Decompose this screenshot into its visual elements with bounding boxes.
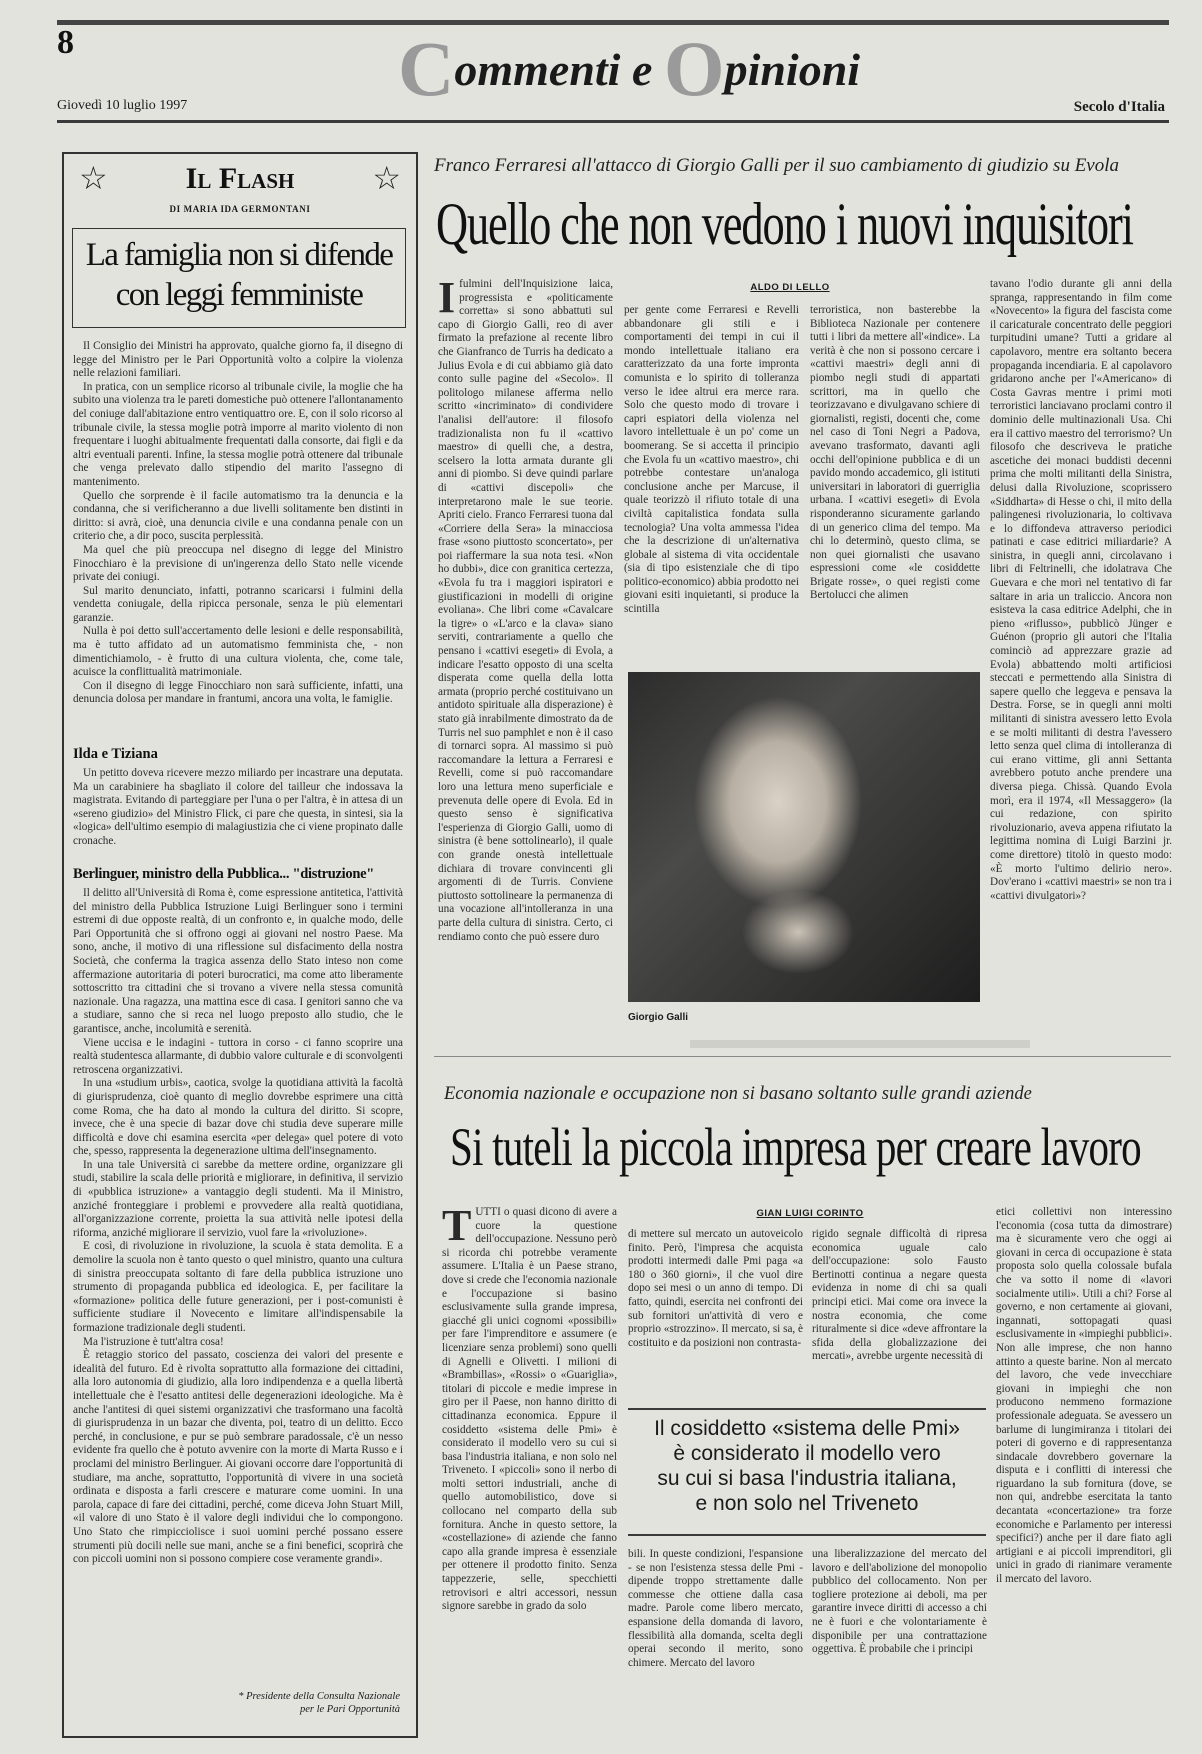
flash-title: Il Flash [185, 162, 295, 195]
flash-headline-box [72, 228, 406, 328]
article1-text: terroristica, non basterebbe la Biblioteca Nazionale per contenere tutti i libri da mettere all'«indice». La verità è che non si possono cercare i «cattivi maestri» degli anni di piombo negli studi di appartati scrittori, ma in quello che teorizzavano e divulgavano schiere di giornalisti, registi, docenti che, come nel caso di Toni Negri a Padova, avevano trasformato, davanti agli occhi dell'opinione pubblica e di un pavido mondo accademico, gli istituti universitari in laboratori di guerriglia urbana. I «cattivi esegeti» di Evola risponderanno sicuramente garlando di un generico clima del tempo. Ma chi lo determinò, questo clima, se non quei giornalisti che usavano espressioni come «le cosiddette Brigate rosse», o quei registi come Bertolucci che alimen [810, 304, 980, 602]
flash-author: DI MARIA IDA GERMONTANI [169, 204, 311, 214]
article1-text: per gente come Ferraresi e Revelli abbandonare gli stili e i comportamenti dei tempi in cui il mondo intellettuale italiano era caratterizzato da una forte impronta comunista e lo spirito di tolleranza verso le idee altrui era merce rara. Solo che questo modo di trovare i capri espiatori della violenza nel lavoro intellettuale è un po' come un boomerang. Se si accetta il principio che Evola fu un «cattivo maestro», chi potrebbe contestare un'analoga conclusione anche per Marcuse, il quale teorizzò il rifiuto totale di una civiltà capitalistica fondata sulla tecnologia? Una volta ammessa l'idea che la descrizione di un'alternativa globale al sistema di vita occidentale (sia di tipo esistenziale che di tipo politico-economico) abbia prodotto nei giovani esiti inquietanti, si produce la scintilla [624, 304, 799, 616]
pullquote-bottom-rule [628, 1534, 986, 1536]
flash-paragraph: Ma l'istruzione è tutt'altra cosa! [83, 1335, 224, 1348]
flash-paragraph: Viene uccisa e le indagini - tuttora in corso - ci fanno scoprire una realtà studentesca allarmante, di dubbio valore culturale e di sconvolgenti retroscena organizzativi. [73, 1036, 403, 1076]
article1-text: tavano l'odio durante gli anni della spranga, rappresentando in film come «Novecento» la figura del fascista come il caricaturale concentrato delle peggiori turpitudini umane? Tutti a gridare al capolavoro, mentre era soltanto becera propaganda incendiaria. E al capolavoro gridarono anche per l'«Americano» di Costa Gavras mentre i primi moti terroristici lanciavano proclami contro il dominio delle multinazionali Usa. Chi era il cattivo maestro del terrorismo? Un filosofo che descriveva le pratiche ascetiche dei monaci buddisti decenni prima che molti militanti della Sinistra, delusi dalla Rivoluzione, scoprissero «Siddharta» di Hesse o chi, il mito della palingenesi rivoluzionaria, lo coltivava e lo diffondeva attraverso periodici patinati e case editrici miliardarie? A sinistra, in quegli anni, circolavano i libri di Feltrinelli, che idolatrava Che Guevara e che morì nel tentativo di far saltare in aria un traliccio. Ancora non esisteva la casa editrice Adelphi, che in pieno «riflusso», pubblicò Jünger e Guénon (proprio gli autori che l'Italia cominciò ad apprezzare grazie ad Evola) abbattendo molti artificiosi steccati e permettendo alla Sinistra di sapere quello che leggeva e pensava la Destra. Forse, se in quegli anni molti militanti di sinistra avessero letto Evola e se molti militanti di destra l'avessero letto senza quel clima di intolleranza di cui erano vittime, gli anni Settanta avrebbero potuto anche prendere una diversa piega. Chissà. Quando Evola morì, era il 1974, «Il Messaggero» (la cui redazione, con spirito rivoluzionario, aveva appena rifiutato la legittima nomina di Luigi Barzini jr. come direttore) titolò in questo modo: «È morto l'ultimo delirio nero». Dov'erano i «cattivi maestri» se non tra i «cattivi divulgatori»? [990, 278, 1172, 902]
page-number: 8 [57, 24, 74, 61]
flash-paragraph: Nulla è poi detto sull'accertamento delle lesioni e delle responsabilità, ma è tutto affidato ad un automatismo femminista che, - non dimentichiamolo, - è frutto di una cultura violenta, che, come tale, acuisce la conflittualità matrimoniale. [73, 625, 403, 679]
flash-title-bar [75, 160, 405, 196]
article2-col4 [996, 1206, 1172, 1736]
article1-headline: Quello che non vedono i nuovi inquisitori [436, 191, 1133, 257]
divider [434, 1056, 1171, 1057]
article2-text: una liberalizzazione del mercato del lavoro e dell'abolizione del monopolio pubblico del collocamento. Non per togliere protezione ai deboli, ma per garantire invece diritti di accesso a chi ne è fuori e che volontariamente è disponibile per una contrattazione oggettiva. È probabile che i principi [812, 1548, 987, 1656]
flash-sub2 [73, 858, 403, 1667]
article2-col3b [812, 1548, 987, 1736]
article2-dropcap: T [442, 1206, 472, 1250]
article2-col2b [628, 1548, 803, 1736]
article1-col4 [990, 278, 1172, 1018]
giorgio-galli-photo [628, 672, 980, 1002]
article1-byline: ALDO DI LELLO [750, 282, 830, 293]
pullquote-line: Il cosiddetto «sistema delle Pmi» [654, 1417, 960, 1440]
article1-col2 [624, 304, 799, 656]
flash-paragraph: In una «studium urbis», caotica, svolge la quotidiana attività la facoltà di giurisprudenza, cioè quanto di meglio dovrebbe esprimere una città come Roma, che ha dato al mondo la cultura del diritto. Si scopre, invece, che è una specie di bazar dove chi studia deve superare mille difficoltà e dove chi esamina esercita «per delega» quel potere di voto che, spesso, rappresenta la degenerazione ultima dell'insegnamento. [73, 1077, 403, 1158]
flash-paragraph: Un petitto doveva ricevere mezzo miliardo per incastrare una deputata. Ma un carabiniere ha sbagliato il colore del tailleur che indossava la magistrata. Evitando di parteggiare per l'una o per l'altra, è in attesa di un «sereno giudizio» del Ministro Flick, ci pare che questa, in sintesi, sia la «logica» dell'ultimo esempio di malagiustizia che ci viene propinato dalle cronache. [73, 767, 403, 847]
flash-footnote [180, 1690, 400, 1716]
flash-paragraph: Ma quel che più preoccupa nel disegno di legge del Ministro Finocchiaro è la previsione di un'ingerenza dello Stato nelle vicende private dei coniugi. [73, 543, 403, 584]
article1-kicker: Franco Ferraresi all'attacco di Giorgio Galli per il suo cambiamento di giudizio su Evola [434, 155, 1120, 176]
pullquote-line: e non solo nel Triveneto [695, 1492, 919, 1515]
article2-pullquote [628, 1416, 986, 1516]
footnote-line: per le Pari Opportunità [299, 1704, 400, 1715]
section-title-initial-c: C [398, 25, 455, 112]
flash-subheading: Ilda e Tiziana [73, 746, 158, 762]
flash-sub1 [73, 738, 403, 863]
article2-text: UTTI o quasi dicono di avere a cuore la questione dell'occupazione. Nessuno però si ricorda chi potrebbe veramente assumere. L'Italia è un Paese strano, dove si crede che l'economia nazionale e l'occupazione si basino esclusivamente sulla grande impresa, giacché gli unici cognomi «possibili» per fare l'imprenditore e assumere (e licenziare senza problemi) sono quelli di Agnelli e Olivetti. I milioni di «Brambillas», «Rossi» o «Guariglia», titolari di piccole e medie imprese in giro per il Paese, non hanno diritto di cittadinanza economica. Eppure il cosiddetto «sistema delle Pmi» è considerato il modello vero su cui si basa l'industria italiana, e non solo nel Triveneto. I «piccoli» sono il nerbo di molti settori industriali, anche di quello automobilistico, dove si collocano nel comparto della sub fornitura. Anche in questo settore, la «costellazione» di aziende che fanno capo alla grande impresa è essenziale per ottenere il prodotto finito. Senza tappezzerie, selle, specchietti retrovisori e altri accessori, nessun signore sarebbe in grado da solo [442, 1206, 617, 1613]
star-icon: ☆ [79, 160, 108, 196]
article1-headline-box [436, 188, 1171, 264]
issue-date: Giovedì 10 luglio 1997 [57, 98, 188, 113]
article1-dropcap: I [438, 278, 456, 322]
section-title-initial-o: O [663, 25, 725, 112]
flash-paragraph: Con il disegno di legge Finocchiaro non sarà sufficiente, infatti, una denuncia dolosa per mandare in frantumi, ancora una volta, le famiglie. [73, 679, 403, 706]
flash-paragraph: In una tale Università ci sarebbe da mettere ordine, organizzare gli studi, stabilire la scala delle priorità e migliorare, in definitiva, il servizio di «pubblica istruzione» a vantaggio degli studenti. Ma il Ministro, anziché fronteggiare i problemi e provvedere alla realtà quotidiana, all'organizzazione corrente, proietta la sua attività nelle ipotesi della riforma, anziché migliorare il servizio, vuol fare la «rivoluzione». [73, 1158, 403, 1239]
flash-paragraph: Quello che sorprende è il facile automatismo tra la denuncia e la condanna, che si verificheranno a due livelli solitamente ben distinti in diritto: si avrà, cioè, una denuncia civile e una condanna penale con un criterio che, a dir poco, suscita perplessità. [73, 489, 403, 543]
section-title-word2: pinioni [724, 44, 861, 95]
flash-intro-text [73, 340, 403, 720]
photo-caption: Giorgio Galli [628, 1012, 689, 1023]
article2-headline: Si tuteli la piccola impresa per creare lavoro [450, 1117, 1141, 1177]
pullquote-line: è considerato il modello vero [673, 1442, 941, 1465]
flash-paragraph: Il Consiglio dei Ministri ha approvato, qualche giorno fa, il disegno di legge del Ministro per le Pari Opportunità volto a colpire la violenza nelle relazioni familiari. [73, 340, 403, 380]
article2-text: bili. In queste condizioni, l'espansione - se non l'esistenza stessa delle Pmi - dipende troppo strettamente dalle commesse che ottiene dalla casa madre. Parole come libero mercato, espansione della domanda di lavoro, flessibilità alla domanda, scelta degli operai secondo il merito, sono chimere. Mercato del lavoro [628, 1548, 803, 1669]
article2-text: rigido segnale difficoltà di ripresa economica uguale calo dell'occupazione: solo Fausto Bertinotti continua a negare questa evidenza in nome di chi sa quali principi etici. Mai come ora invece la nostra economia, che come rituralmente si dice «deve affrontare la sfida della globalizzazione dei mercati», avrebbe urgente necessità di [812, 1228, 987, 1363]
flash-paragraph: Sul marito denunciato, infatti, potranno scaricarsi i fulmini della vendetta coniugale, della ripicca personale, senza le più elementari garanzie. [73, 584, 403, 624]
masthead: Secolo d'Italia [1073, 99, 1165, 115]
star-icon: ☆ [372, 160, 401, 196]
section-title [398, 24, 861, 112]
article2-byline: GIAN LUIGI CORINTO [756, 1208, 864, 1219]
article2-col2 [628, 1228, 803, 1388]
article1-col1 [438, 278, 613, 1108]
flash-paragraph: In pratica, con un semplice ricorso al tribunale civile, la moglie che ha subito una violenza tra le pareti domestiche può ottenere l'allontanamento del coniuge dall'abitazione entro ventiquattro ore. E, con il solo ricorso al tribunale civile, la stessa moglie potrà imporre al marito violento di non frequentare i luoghi abitualmente frequentati dalla consorte, dai figli e da altri eventuali parenti. Infine, la stessa moglie potrà ottenere dal tribunale che venga prelevato dallo stipendio del marito l'assegno di mantenimento. [73, 380, 403, 488]
article2-col3 [812, 1228, 987, 1388]
article1-text: fulmini dell'Inquisizione laica, progressista e «politicamente corretta» si sono abbattuti sul capo di Giorgio Galli, reo di aver firmato la prefazione al recente libro che Gianfranco de Turris ha dedicato a Julius Evola e di cui abbiamo già dato conto sulle pagine del «Secolo». Il politologo milanese afferma nello scritto «incriminato» di condividere l'analisi dell'autore: il filosofo tradizionalista non fu il «cattivo maestro» di quelli che, a destra, scelsero la lotta armata durante gli anni di piombo. Si deve quindi parlare di «cattivi discepoli» che interpretarono male le sue teorie. Apriti cielo. Franco Ferraresi tuona dal «Corriere della Sera» la minacciosa frase «sono piuttosto sconcertato», per poi riaffermare la sua nota tesi. «Non ho dubbi», dice con granitica certezza, «Evola fu tra i maggiori ispiratori e giustificazioni in modelli di origine evoliana». Che libri come «Cavalcare la tigre» o «L'arco e la clava» siano serviti, contrariamente a quello che pensano i «cattivi esegeti» di Evola, a indicare l'esatto opposto di una scelta disperata come quella della lotta armata (proprio perché costituivano un antidoto spirituale alla disperazione) è stato già inrabilmente dimostrato da de Turris nel suo pamphlet e non è il caso di tornarci sopra. Al massimo si può raccomandare la lettura a Ferraresi e Revelli, come si può raccomandare loro una lettura meno superficiale e prevenuta delle opere di Evola. Ed in questo senso è significativa l'esperienza di Giorgio Galli, uomo di sinistra (è bene sottolinearlo), il quale con grande onestà intellettuale dichiara di trovare convincenti gli argomenti di de Turris. Conviene piuttosto sottolineare la permanenza di una vocazione all'intolleranza in una parte della cultura di sinistra. Certo, ci rendiamo conto che può essere duro [438, 278, 613, 943]
flash-subheading: Berlinguer, ministro della Pubblica... "distruzione" [73, 866, 374, 882]
flash-sub2-text [73, 887, 403, 1667]
flash-paragraph: Il delitto all'Università di Roma è, come espressione antitetica, l'attività del ministro della Pubblica Istruzione Luigi Berlinguer sono i termini estremi di due opposte realtà, di un confronto e, in qualche modo, delle Pari Opportunità che si offrono oggi ai giovani nel nostro Paese. Ma sono, anche, il motivo di una riflessione sul disfacimento della nostra Società, che conferma la tragica assenza dello Stato inteso non come affermazione autoritaria di poteri burocratici, ma come atto liberamente sottoscritto tra cittadini che si trovano a vivere nella stessa comunità nazionale. Una ragazza, una mattina esce di casa. I genitori sanno che va a studiare, sanno che si reca nel luogo preposto allo studio, che le garantisce, anche, incolumità e serenità. [73, 887, 403, 1035]
divider [690, 1040, 1030, 1048]
flash-sub1-text [73, 767, 403, 863]
flash-headline: La famiglia non si difende con leggi femministe [85, 237, 393, 313]
article2-col1 [442, 1206, 617, 1736]
flash-paragraph: E così, di rivoluzione in rivoluzione, la scuola è stata demolita. E a demolire la scuola non è tanto questo o quel ministro, quanto una cultura di sinistra preoccupata soltanto di fare della pubblica istruzione uno strumento di propaganda pubblica ed ideologica. E, per facilitare la «formazione» politica delle future generazioni, per i post-comunisti è sufficiente studiare il Novecento e limitare all'indispensabile la formazione tradizionale degli studenti. [73, 1240, 403, 1334]
article2-kicker: Economia nazionale e occupazione non si basano soltanto sulle grandi aziende [444, 1084, 1032, 1104]
pullquote-line: su cui si basa l'industria italiana, [657, 1467, 957, 1490]
article2-text: di mettere sul mercato un autoveicolo finito. Però, l'impresa che acquista prodotti intermedi dalle Pmi paga «a 180 o 360 giorni», il che vuol dire dopo sei mesi o un anno di tempo. Di fatto, quindi, esercita nei confronti dei sub fornitori un'attività di vero e proprio «strozzino». Il mercato, si sa, è costituito e da posizioni non contrasta- [628, 1228, 803, 1349]
article1-col3 [810, 304, 980, 656]
header-rule [57, 120, 1169, 123]
article2-text: etici collettivi non interessino l'economia (cosa tutta da dimostrare) ma è sicuramente vero che oggi ai giovani in cerca di occupazione è stata proposta solo quella colossale bufala che va sotto il nome di «lavori socialmente utili». Utili a chi? Forse al governo, e non certamente ai giovani, ingannati, sottopagati quasi esclusivamente in «impieghi pubblici». Non alle imprese, che non hanno attinto a queste barine. Non al mercato del lavoro, che vede invecchiare giovani in impieghi che non producono nemmeno formazione professionale adeguata. Se avessero un barlume di lungimiranza i titolari dei poteri di governo e di rappresentanza sindacale dovrebbero governare la disputa e i conflitti di interessi che riguardano la sub fornitura (dove, se non qui, andrebbe esercitata la tanto decantata «concertazione» tra forze economiche e Parlamento per interessi specifici?) anche per il dare fiato agli artigiani e ai piccoli imprenditori, gli unici in grado di rianimare veramente il mercato del lavoro. [996, 1206, 1172, 1586]
pullquote-top-rule [628, 1408, 986, 1410]
footnote-line: * Presidente della Consulta Nazionale [238, 1691, 400, 1702]
flash-paragraph: È retaggio storico del passato, coscienza dei valori del presente e idealità del futuro. Ed è rivolta soprattutto alla formazione dei cittadini, alla loro autonomia di giudizio, alla loro indipendenza e a quella libertà intellettuale che è l'esatto antitesi delle degenerazioni ideologiche. Ma è anche l'antitesi di quei sistemi organizzativi che trasformano una facoltà di giurisprudenza in un bazar che diventa, poi, teatro di un delitto. Ecco perché, in conclusione, e pur se può sembrare paradossale, c'è un nesso evidente fra quello che è potuto avvenire con la morte di Marta Russo e i proclami del ministro Berlinguer. Ai giovani occorre dare l'opportunità di studiare, ma anche, soprattutto, l'opportunità di vivere in una società ordinata e disposta a farli crescere e maturare come uomini. In una parola, capace di fare dei cittadini, perché, come diceva John Stuart Mill, «il valore di uno Stato è il valore degli individui che lo compongono. Uno Stato che rimpicciolisce i suoi uomini perché possano essere strumenti più docili nelle sue mani, anche se a fini benefici, scoprirà che con piccoli uomini non si possono compiere cose veramente grandi». [73, 1349, 403, 1566]
article2-headline-box [450, 1114, 1170, 1186]
section-title-word1: ommenti e [454, 44, 653, 95]
